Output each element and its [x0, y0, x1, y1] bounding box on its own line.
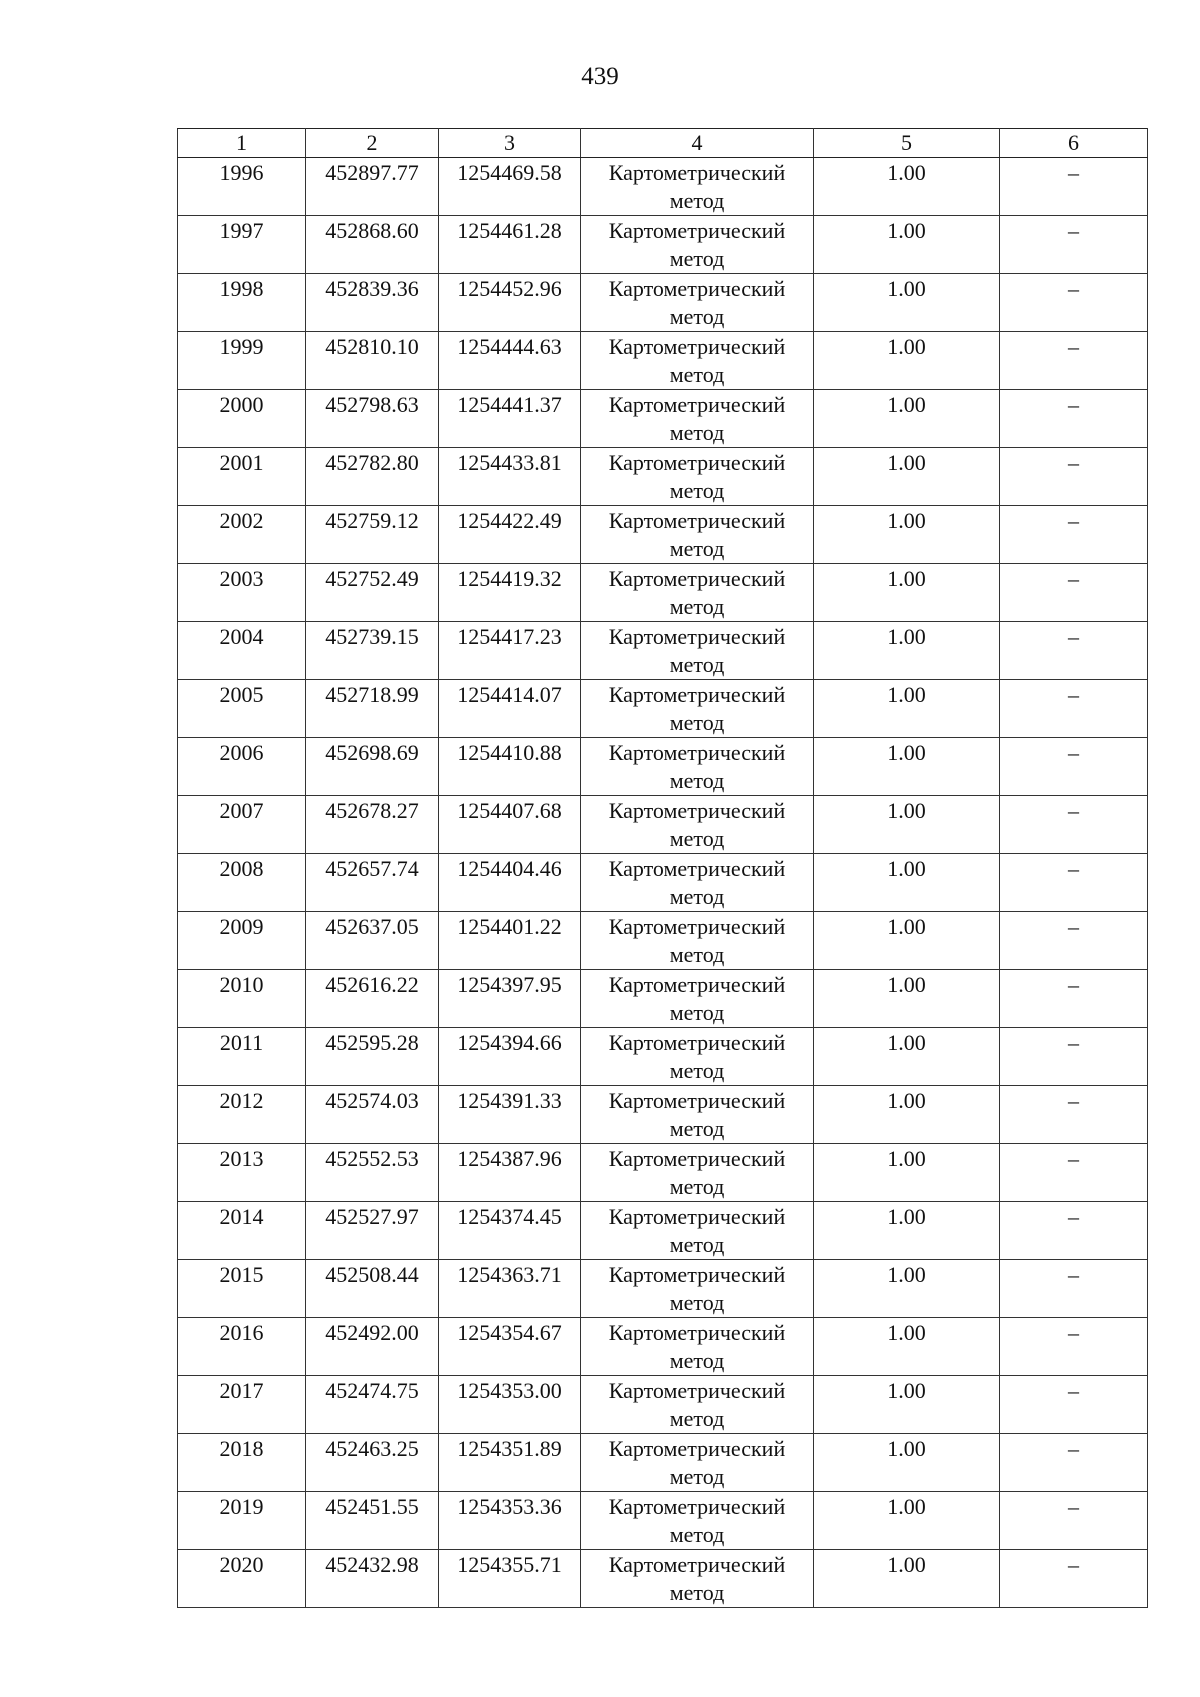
method-line-2: метод: [669, 188, 725, 213]
note-cell: –: [1000, 158, 1148, 216]
note-cell: –: [1000, 564, 1148, 622]
method-line-1: Картометрический: [608, 508, 786, 533]
header-cell-3: 3: [439, 129, 581, 158]
point-number-cell: 2017: [178, 1376, 306, 1434]
x-coordinate-cell: 452595.28: [306, 1028, 439, 1086]
note-cell: –: [1000, 1086, 1148, 1144]
point-number-cell: 2011: [178, 1028, 306, 1086]
y-coordinate-cell: 1254469.58: [439, 158, 581, 216]
note-cell: –: [1000, 1144, 1148, 1202]
header-cell-2: 2: [306, 129, 439, 158]
x-coordinate-cell: 452698.69: [306, 738, 439, 796]
x-coordinate-cell: 452752.49: [306, 564, 439, 622]
point-number-cell: 2005: [178, 680, 306, 738]
x-coordinate-cell: 452451.55: [306, 1492, 439, 1550]
method-line-1: Картометрический: [608, 1494, 786, 1519]
accuracy-cell: 1.00: [814, 1260, 1000, 1318]
table-row: [178, 680, 1148, 738]
method-line-2: метод: [669, 478, 725, 503]
point-number-cell: 2014: [178, 1202, 306, 1260]
method-line-1: Картометрический: [608, 1204, 786, 1229]
note-cell: –: [1000, 274, 1148, 332]
header-cell-4: 4: [581, 129, 814, 158]
method-line-2: метод: [669, 1116, 725, 1141]
accuracy-cell: 1.00: [814, 738, 1000, 796]
method-line-2: метод: [669, 304, 725, 329]
method-cell: [581, 390, 814, 448]
table-row: [178, 564, 1148, 622]
note-cell: –: [1000, 448, 1148, 506]
table-row: [178, 216, 1148, 274]
accuracy-cell: 1.00: [814, 274, 1000, 332]
y-coordinate-cell: 1254441.37: [439, 390, 581, 448]
accuracy-cell: 1.00: [814, 564, 1000, 622]
point-number-cell: 2004: [178, 622, 306, 680]
method-line-2: метод: [669, 1290, 725, 1315]
table-row: [178, 1434, 1148, 1492]
accuracy-cell: 1.00: [814, 1202, 1000, 1260]
method-line-1: Картометрический: [608, 1030, 786, 1055]
table-row: [178, 1550, 1148, 1608]
table-row: [178, 796, 1148, 854]
method-cell: [581, 564, 814, 622]
accuracy-cell: 1.00: [814, 448, 1000, 506]
method-line-1: Картометрический: [608, 392, 786, 417]
y-coordinate-cell: 1254363.71: [439, 1260, 581, 1318]
point-number-cell: 1996: [178, 158, 306, 216]
method-line-2: метод: [669, 1464, 725, 1489]
method-line-1: Картометрический: [608, 1262, 786, 1287]
point-number-cell: 2007: [178, 796, 306, 854]
table-row: [178, 158, 1148, 216]
note-cell: –: [1000, 390, 1148, 448]
method-cell: [581, 274, 814, 332]
table-row: [178, 970, 1148, 1028]
point-number-cell: 1999: [178, 332, 306, 390]
coordinates-table: [177, 128, 1148, 1608]
y-coordinate-cell: 1254401.22: [439, 912, 581, 970]
note-cell: –: [1000, 912, 1148, 970]
header-row: [178, 129, 1148, 158]
point-number-cell: 2008: [178, 854, 306, 912]
x-coordinate-cell: 452897.77: [306, 158, 439, 216]
point-number-cell: 2018: [178, 1434, 306, 1492]
table-row: [178, 1086, 1148, 1144]
x-coordinate-cell: 452759.12: [306, 506, 439, 564]
method-line-2: метод: [669, 1058, 725, 1083]
method-cell: [581, 1434, 814, 1492]
y-coordinate-cell: 1254404.46: [439, 854, 581, 912]
method-cell: [581, 332, 814, 390]
method-line-1: Картометрический: [608, 566, 786, 591]
method-cell: [581, 622, 814, 680]
note-cell: –: [1000, 1260, 1148, 1318]
header-cell-1: 1: [178, 129, 306, 158]
method-cell: [581, 448, 814, 506]
method-cell: [581, 1550, 814, 1608]
table-row: [178, 1492, 1148, 1550]
accuracy-cell: 1.00: [814, 1376, 1000, 1434]
y-coordinate-cell: 1254387.96: [439, 1144, 581, 1202]
method-line-1: Картометрический: [608, 798, 786, 823]
y-coordinate-cell: 1254353.00: [439, 1376, 581, 1434]
method-line-1: Картометрический: [608, 1088, 786, 1113]
method-cell: [581, 970, 814, 1028]
accuracy-cell: 1.00: [814, 1318, 1000, 1376]
method-line-1: Картометрический: [608, 972, 786, 997]
point-number-cell: 2003: [178, 564, 306, 622]
header-cell-5: 5: [814, 129, 1000, 158]
note-cell: –: [1000, 506, 1148, 564]
x-coordinate-cell: 452574.03: [306, 1086, 439, 1144]
y-coordinate-cell: 1254452.96: [439, 274, 581, 332]
x-coordinate-cell: 452868.60: [306, 216, 439, 274]
note-cell: –: [1000, 1318, 1148, 1376]
accuracy-cell: 1.00: [814, 1550, 1000, 1608]
note-cell: –: [1000, 796, 1148, 854]
point-number-cell: 2006: [178, 738, 306, 796]
point-number-cell: 2016: [178, 1318, 306, 1376]
method-cell: [581, 680, 814, 738]
y-coordinate-cell: 1254414.07: [439, 680, 581, 738]
method-cell: [581, 1318, 814, 1376]
table-row: [178, 1028, 1148, 1086]
method-line-2: метод: [669, 1522, 725, 1547]
method-line-2: метод: [669, 536, 725, 561]
table-row: [178, 506, 1148, 564]
point-number-cell: 2020: [178, 1550, 306, 1608]
y-coordinate-cell: 1254461.28: [439, 216, 581, 274]
method-line-1: Картометрический: [608, 1378, 786, 1403]
method-line-2: метод: [669, 1406, 725, 1431]
x-coordinate-cell: 452678.27: [306, 796, 439, 854]
method-cell: [581, 1028, 814, 1086]
x-coordinate-cell: 452657.74: [306, 854, 439, 912]
table-row: [178, 738, 1148, 796]
method-line-2: метод: [669, 1348, 725, 1373]
method-cell: [581, 854, 814, 912]
note-cell: –: [1000, 1202, 1148, 1260]
x-coordinate-cell: 452463.25: [306, 1434, 439, 1492]
method-line-2: метод: [669, 768, 725, 793]
point-number-cell: 1998: [178, 274, 306, 332]
method-line-2: метод: [669, 420, 725, 445]
method-line-2: метод: [669, 884, 725, 909]
method-cell: [581, 1260, 814, 1318]
note-cell: –: [1000, 738, 1148, 796]
method-cell: [581, 912, 814, 970]
page-number: 439: [581, 63, 619, 90]
method-cell: [581, 1202, 814, 1260]
accuracy-cell: 1.00: [814, 506, 1000, 564]
method-line-1: Картометрический: [608, 856, 786, 881]
x-coordinate-cell: 452474.75: [306, 1376, 439, 1434]
table-header: [178, 129, 1148, 158]
x-coordinate-cell: 452552.53: [306, 1144, 439, 1202]
method-line-2: метод: [669, 246, 725, 271]
method-line-1: Картометрический: [608, 276, 786, 301]
method-cell: [581, 796, 814, 854]
note-cell: –: [1000, 970, 1148, 1028]
note-cell: –: [1000, 1376, 1148, 1434]
x-coordinate-cell: 452616.22: [306, 970, 439, 1028]
point-number-cell: 2012: [178, 1086, 306, 1144]
y-coordinate-cell: 1254351.89: [439, 1434, 581, 1492]
point-number-cell: 2000: [178, 390, 306, 448]
method-cell: [581, 216, 814, 274]
x-coordinate-cell: 452718.99: [306, 680, 439, 738]
method-line-2: метод: [669, 652, 725, 677]
method-line-2: метод: [669, 1174, 725, 1199]
table-row: [178, 854, 1148, 912]
method-cell: [581, 1492, 814, 1550]
table-row: [178, 1376, 1148, 1434]
method-line-1: Картометрический: [608, 218, 786, 243]
point-number-cell: 2001: [178, 448, 306, 506]
y-coordinate-cell: 1254374.45: [439, 1202, 581, 1260]
y-coordinate-cell: 1254407.68: [439, 796, 581, 854]
x-coordinate-cell: 452637.05: [306, 912, 439, 970]
note-cell: –: [1000, 216, 1148, 274]
x-coordinate-cell: 452432.98: [306, 1550, 439, 1608]
method-cell: [581, 1144, 814, 1202]
accuracy-cell: 1.00: [814, 158, 1000, 216]
method-line-2: метод: [669, 1580, 725, 1605]
table-row: [178, 1202, 1148, 1260]
x-coordinate-cell: 452782.80: [306, 448, 439, 506]
method-line-2: метод: [669, 1000, 725, 1025]
method-cell: [581, 738, 814, 796]
accuracy-cell: 1.00: [814, 1086, 1000, 1144]
y-coordinate-cell: 1254417.23: [439, 622, 581, 680]
accuracy-cell: 1.00: [814, 216, 1000, 274]
table-row: [178, 390, 1148, 448]
note-cell: –: [1000, 1434, 1148, 1492]
y-coordinate-cell: 1254419.32: [439, 564, 581, 622]
accuracy-cell: 1.00: [814, 332, 1000, 390]
note-cell: –: [1000, 854, 1148, 912]
accuracy-cell: 1.00: [814, 912, 1000, 970]
accuracy-cell: 1.00: [814, 680, 1000, 738]
table-row: [178, 912, 1148, 970]
note-cell: –: [1000, 1028, 1148, 1086]
x-coordinate-cell: 452839.36: [306, 274, 439, 332]
accuracy-cell: 1.00: [814, 1492, 1000, 1550]
table-body: [178, 158, 1148, 1608]
method-line-2: метод: [669, 710, 725, 735]
method-line-1: Картометрический: [608, 1552, 786, 1577]
method-line-1: Картометрический: [608, 334, 786, 359]
method-line-1: Картометрический: [608, 740, 786, 765]
y-coordinate-cell: 1254410.88: [439, 738, 581, 796]
point-number-cell: 2009: [178, 912, 306, 970]
y-coordinate-cell: 1254422.49: [439, 506, 581, 564]
accuracy-cell: 1.00: [814, 622, 1000, 680]
y-coordinate-cell: 1254444.63: [439, 332, 581, 390]
x-coordinate-cell: 452810.10: [306, 332, 439, 390]
point-number-cell: 2010: [178, 970, 306, 1028]
note-cell: –: [1000, 622, 1148, 680]
method-cell: [581, 1086, 814, 1144]
method-cell: [581, 158, 814, 216]
header-cell-6: 6: [1000, 129, 1148, 158]
table-row: [178, 448, 1148, 506]
table-row: [178, 332, 1148, 390]
method-line-1: Картометрический: [608, 682, 786, 707]
point-number-cell: 2013: [178, 1144, 306, 1202]
method-line-1: Картометрический: [608, 160, 786, 185]
method-cell: [581, 1376, 814, 1434]
accuracy-cell: 1.00: [814, 1028, 1000, 1086]
accuracy-cell: 1.00: [814, 1434, 1000, 1492]
y-coordinate-cell: 1254355.71: [439, 1550, 581, 1608]
x-coordinate-cell: 452492.00: [306, 1318, 439, 1376]
y-coordinate-cell: 1254433.81: [439, 448, 581, 506]
x-coordinate-cell: 452739.15: [306, 622, 439, 680]
method-line-1: Картометрический: [608, 450, 786, 475]
y-coordinate-cell: 1254353.36: [439, 1492, 581, 1550]
point-number-cell: 1997: [178, 216, 306, 274]
method-line-2: метод: [669, 1232, 725, 1257]
method-line-1: Картометрический: [608, 624, 786, 649]
method-line-2: метод: [669, 594, 725, 619]
note-cell: –: [1000, 1492, 1148, 1550]
method-line-1: Картометрический: [608, 1436, 786, 1461]
accuracy-cell: 1.00: [814, 796, 1000, 854]
table-row: [178, 274, 1148, 332]
point-number-cell: 2002: [178, 506, 306, 564]
accuracy-cell: 1.00: [814, 854, 1000, 912]
table-row: [178, 1260, 1148, 1318]
method-line-2: метод: [669, 826, 725, 851]
x-coordinate-cell: 452798.63: [306, 390, 439, 448]
note-cell: –: [1000, 680, 1148, 738]
method-line-2: метод: [669, 942, 725, 967]
x-coordinate-cell: 452508.44: [306, 1260, 439, 1318]
y-coordinate-cell: 1254394.66: [439, 1028, 581, 1086]
method-line-1: Картометрический: [608, 1320, 786, 1345]
method-cell: [581, 506, 814, 564]
note-cell: –: [1000, 1550, 1148, 1608]
table-row: [178, 622, 1148, 680]
point-number-cell: 2015: [178, 1260, 306, 1318]
y-coordinate-cell: 1254354.67: [439, 1318, 581, 1376]
x-coordinate-cell: 452527.97: [306, 1202, 439, 1260]
method-line-2: метод: [669, 362, 725, 387]
table-row: [178, 1144, 1148, 1202]
method-line-1: Картометрический: [608, 1146, 786, 1171]
y-coordinate-cell: 1254391.33: [439, 1086, 581, 1144]
accuracy-cell: 1.00: [814, 1144, 1000, 1202]
table-row: [178, 1318, 1148, 1376]
method-line-1: Картометрический: [608, 914, 786, 939]
y-coordinate-cell: 1254397.95: [439, 970, 581, 1028]
note-cell: –: [1000, 332, 1148, 390]
point-number-cell: 2019: [178, 1492, 306, 1550]
accuracy-cell: 1.00: [814, 970, 1000, 1028]
accuracy-cell: 1.00: [814, 390, 1000, 448]
